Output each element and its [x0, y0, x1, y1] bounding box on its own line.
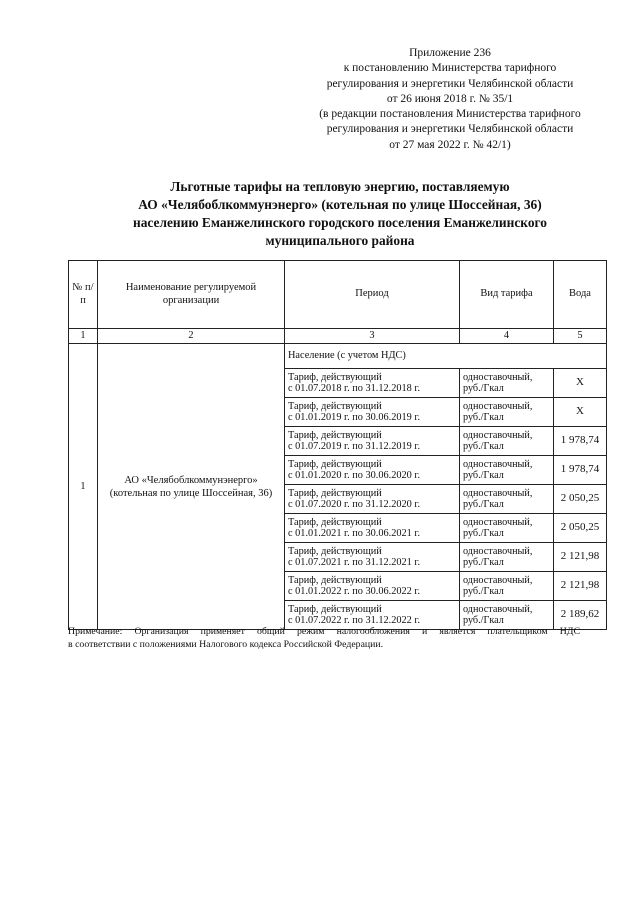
- header-tariff-type: Вид тарифа: [460, 261, 554, 329]
- column-number: 1: [69, 329, 98, 344]
- water-tariff-cell: 2 189,62: [554, 601, 607, 630]
- column-number: 5: [554, 329, 607, 344]
- tariff-table: [68, 260, 607, 630]
- header-number: № п/п: [69, 261, 98, 329]
- appendix-reference: [296, 46, 604, 153]
- footnote: [68, 626, 580, 651]
- period-cell: Тариф, действующий с 01.01.2021 г. по 30.06.2021 г.: [285, 514, 460, 543]
- column-number: 4: [460, 329, 554, 344]
- period-cell: Тариф, действующий с 01.01.2019 г. по 30.06.2019 г.: [285, 398, 460, 427]
- period-cell: Тариф, действующий с 01.07.2022 г. по 31.12.2022 г.: [285, 601, 460, 630]
- header-water: Вода: [554, 261, 607, 329]
- water-tariff-cell: 1 978,74: [554, 456, 607, 485]
- period-cell: Тариф, действующий с 01.07.2018 г. по 31.12.2018 г.: [285, 369, 460, 398]
- table-header-row: [69, 261, 607, 329]
- water-tariff-cell: 2 050,25: [554, 485, 607, 514]
- appendix-line: от 26 июня 2018 г. № 35/1: [386, 92, 514, 105]
- footnote-line: в соответствии с положениями Налогового кодекса Российской Федерации.: [68, 638, 384, 650]
- period-cell: Тариф, действующий с 01.01.2020 г. по 30.06.2020 г.: [285, 456, 460, 485]
- title-line: муниципального района: [265, 233, 415, 248]
- tariff-type-cell: одноставочный, руб./Гкал: [460, 572, 554, 601]
- appendix-line: Приложение 236: [409, 47, 491, 59]
- tariff-type-cell: одноставочный, руб./Гкал: [460, 369, 554, 398]
- tariff-type-cell: одноставочный, руб./Гкал: [460, 398, 554, 427]
- water-tariff-cell: 2 121,98: [554, 543, 607, 572]
- water-tariff-cell: 1 978,74: [554, 427, 607, 456]
- column-number: 2: [98, 329, 285, 344]
- group-row: [69, 344, 607, 369]
- period-cell: Тариф, действующий с 01.07.2021 г. по 31.12.2021 г.: [285, 543, 460, 572]
- header-period: Период: [285, 261, 460, 329]
- appendix-line: регулирования и энергетики Челябинской области: [326, 77, 574, 90]
- appendix-line: регулирования и энергетики Челябинской области: [326, 123, 574, 136]
- organization-name: АО «Челябоблкоммунэнерго» (котельная по улице Шоссейная, 36): [98, 344, 285, 630]
- tariff-type-cell: одноставочный, руб./Гкал: [460, 543, 554, 572]
- header-organization: Наименование регулируемой организации: [98, 261, 285, 329]
- water-tariff-cell: Х: [554, 398, 607, 427]
- document-title: [80, 178, 600, 250]
- tariff-type-cell: одноставочный, руб./Гкал: [460, 485, 554, 514]
- consumer-group-label: Население (с учетом НДС): [285, 344, 607, 369]
- tariff-type-cell: одноставочный, руб./Гкал: [460, 427, 554, 456]
- tariff-type-cell: одноставочный, руб./Гкал: [460, 514, 554, 543]
- appendix-line: (в редакции постановления Министерства тарифного: [319, 108, 581, 121]
- title-line: АО «Челябоблкоммунэнерго» (котельная по улице Шоссейная, 36): [138, 197, 542, 212]
- appendix-line: от 27 мая 2022 г. № 42/1): [389, 138, 511, 151]
- tariff-type-cell: одноставочный, руб./Гкал: [460, 601, 554, 630]
- water-tariff-cell: Х: [554, 369, 607, 398]
- title-line: населению Еманжелинского городского поселения Еманжелинского: [133, 215, 547, 230]
- footnote-line: Примечание: Организация применяет общий режим налогообложения и является плательщиком НДС: [68, 626, 580, 637]
- water-tariff-cell: 2 050,25: [554, 514, 607, 543]
- column-number: 3: [285, 329, 460, 344]
- title-line: Льготные тарифы на тепловую энергию, поставляемую: [170, 179, 510, 194]
- appendix-line: к постановлению Министерства тарифного: [343, 62, 557, 75]
- period-cell: Тариф, действующий с 01.01.2022 г. по 30.06.2022 г.: [285, 572, 460, 601]
- column-number-row: [69, 329, 607, 344]
- period-cell: Тариф, действующий с 01.07.2020 г. по 31.12.2020 г.: [285, 485, 460, 514]
- tariff-type-cell: одноставочный, руб./Гкал: [460, 456, 554, 485]
- period-cell: Тариф, действующий с 01.07.2019 г. по 31.12.2019 г.: [285, 427, 460, 456]
- water-tariff-cell: 2 121,98: [554, 572, 607, 601]
- row-number: 1: [69, 344, 98, 630]
